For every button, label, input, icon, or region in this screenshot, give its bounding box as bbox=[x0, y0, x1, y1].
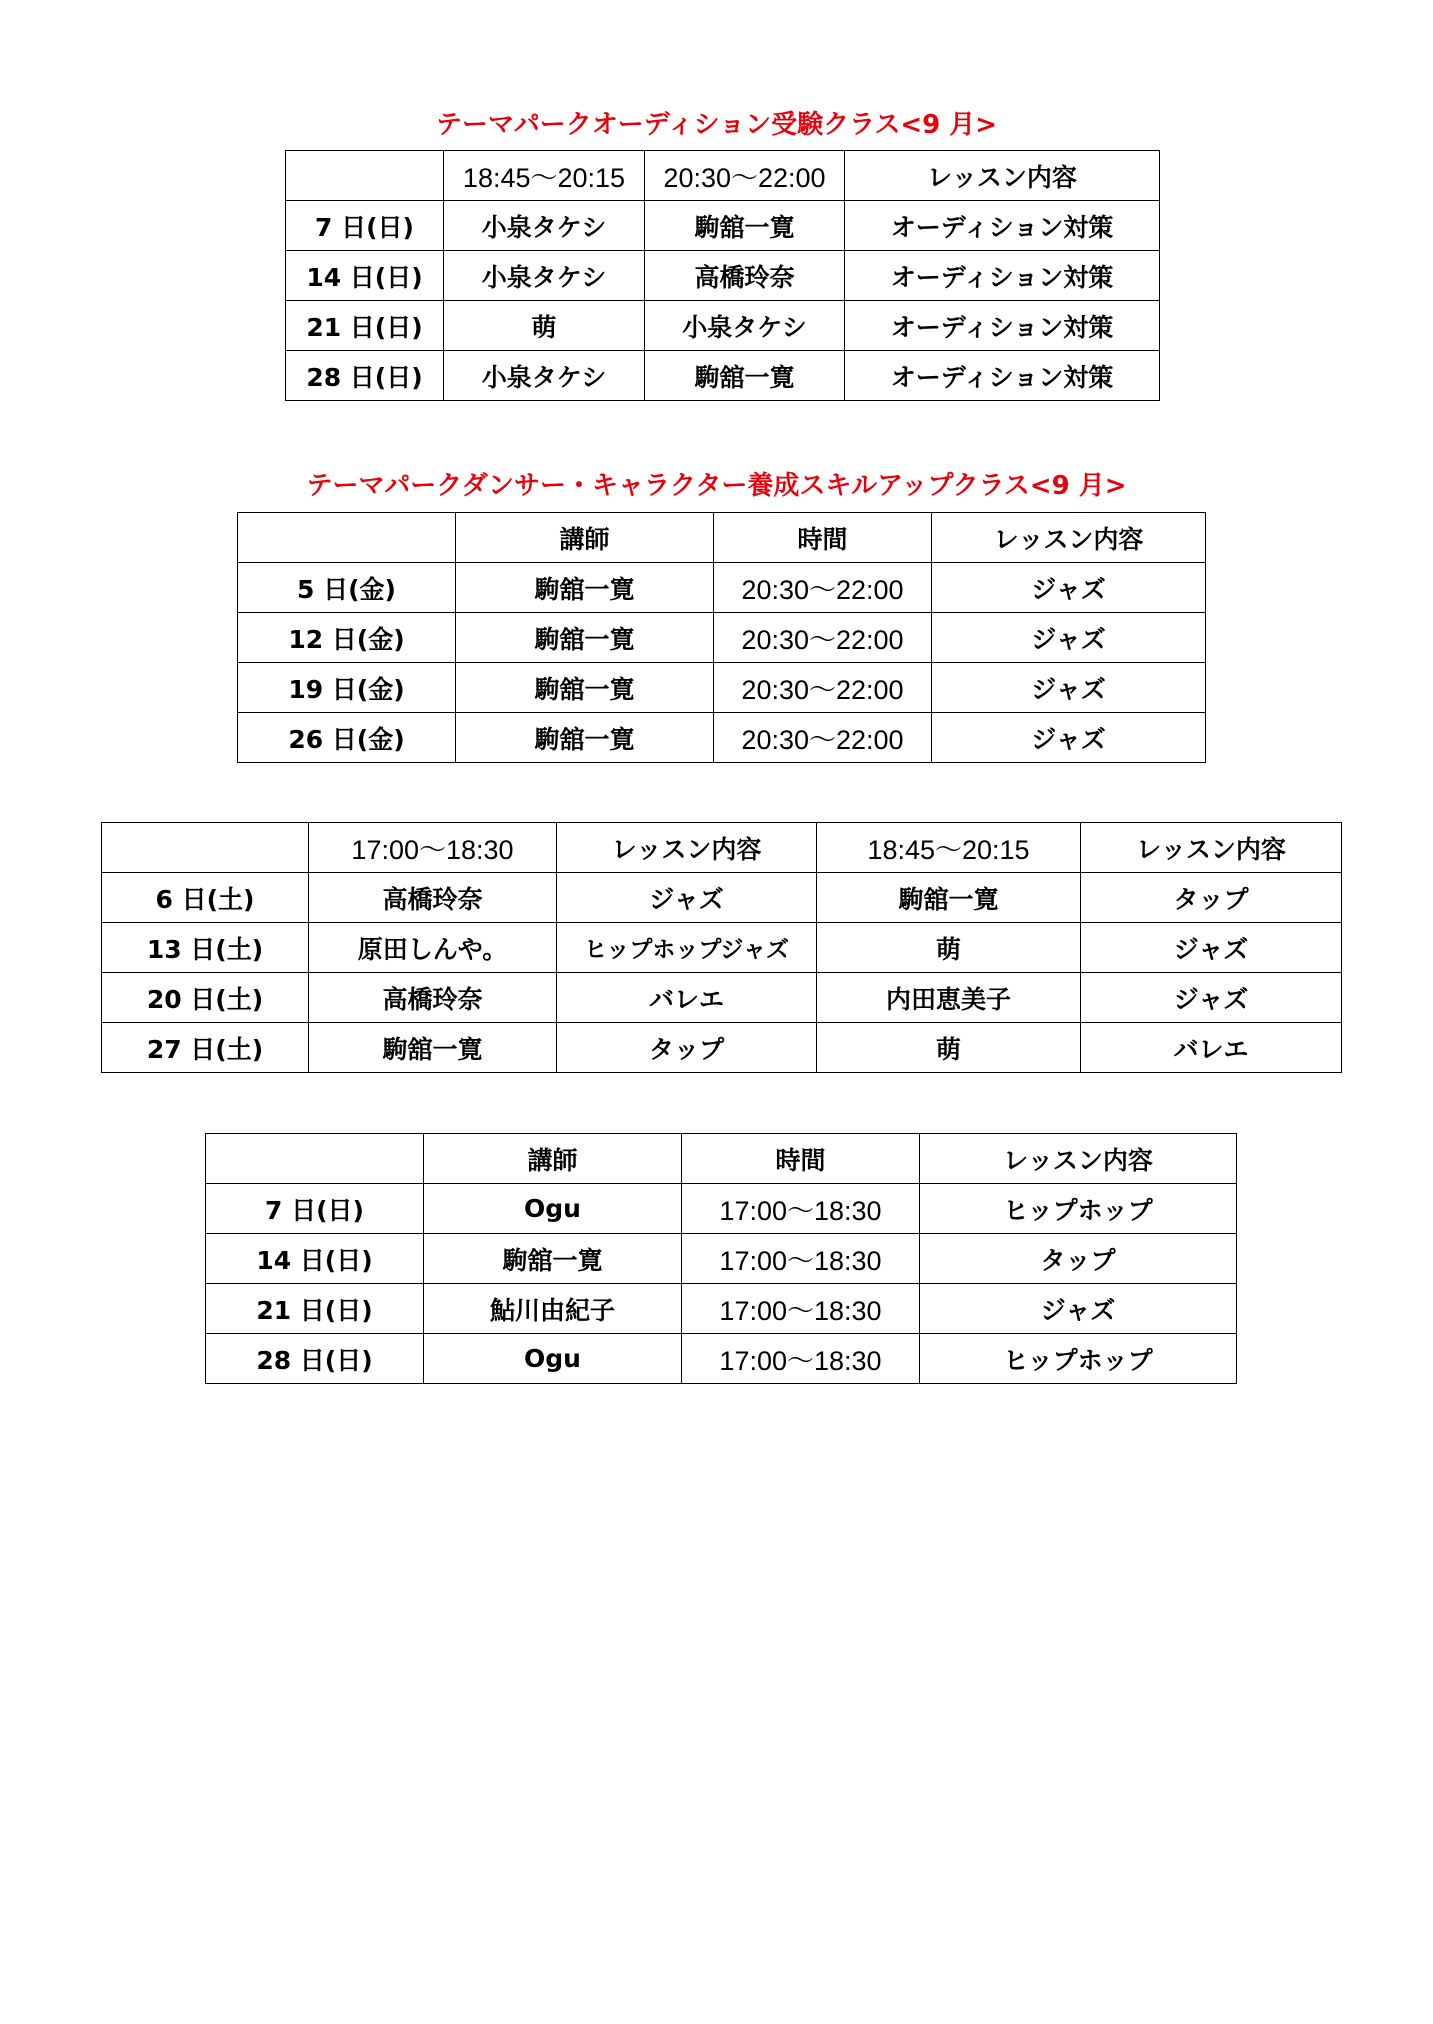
saturday-class-table bbox=[101, 822, 1342, 1073]
time-cell: 17:00～18:30 bbox=[682, 1234, 920, 1284]
lesson-cell: ジャズ bbox=[932, 613, 1206, 663]
time-cell: 17:00～18:30 bbox=[682, 1334, 920, 1384]
sunday-class-table bbox=[205, 1133, 1237, 1384]
instructor-cell: 萌 bbox=[817, 923, 1081, 973]
section2-title: テーマパークダンサー・キャラクター養成スキルアップクラス<9 月> bbox=[306, 471, 1127, 501]
header-cell: レッスン内容 bbox=[932, 513, 1206, 563]
lesson-cell: オーディション対策 bbox=[845, 351, 1160, 401]
table-row bbox=[286, 351, 1160, 401]
header-cell: 18:45～20:15 bbox=[817, 823, 1081, 873]
instructor-cell: Ogu bbox=[424, 1184, 682, 1234]
instructor-cell: 駒舘一寛 bbox=[424, 1234, 682, 1284]
lesson-cell: タップ bbox=[1081, 873, 1342, 923]
date-cell: 12 日(金) bbox=[238, 613, 456, 663]
lesson-cell: ジャズ bbox=[1081, 973, 1342, 1023]
header-cell: レッスン内容 bbox=[557, 823, 817, 873]
instructor-cell: 小泉タケシ bbox=[444, 251, 645, 301]
table-header-row bbox=[286, 151, 1160, 201]
skillup-class-table bbox=[237, 512, 1206, 763]
instructor-cell: 駒舘一寛 bbox=[456, 663, 714, 713]
table-row bbox=[206, 1284, 1237, 1334]
header-cell: レッスン内容 bbox=[845, 151, 1160, 201]
table-row bbox=[238, 663, 1206, 713]
table-row bbox=[206, 1184, 1237, 1234]
date-cell: 28 日(日) bbox=[286, 351, 444, 401]
time-cell: 20:30～22:00 bbox=[714, 613, 932, 663]
date-cell: 28 日(日) bbox=[206, 1334, 424, 1384]
header-cell bbox=[238, 513, 456, 563]
instructor-cell: 高橋玲奈 bbox=[309, 973, 557, 1023]
instructor-cell: 内田恵美子 bbox=[817, 973, 1081, 1023]
header-cell: 18:45～20:15 bbox=[444, 151, 645, 201]
header-cell: 講師 bbox=[456, 513, 714, 563]
audition-class-table bbox=[285, 150, 1160, 401]
instructor-cell: 駒舘一寛 bbox=[645, 201, 845, 251]
instructor-cell: 原田しんや。 bbox=[309, 923, 557, 973]
table-row bbox=[238, 563, 1206, 613]
time-cell: 20:30～22:00 bbox=[714, 663, 932, 713]
lesson-cell: ヒップホップ bbox=[920, 1334, 1237, 1384]
date-cell: 13 日(土) bbox=[102, 923, 309, 973]
instructor-cell: 駒舘一寛 bbox=[456, 613, 714, 663]
lesson-cell: オーディション対策 bbox=[845, 301, 1160, 351]
instructor-cell: 駒舘一寛 bbox=[309, 1023, 557, 1073]
section1-title: テーマパークオーディション受験クラス<9 月> bbox=[435, 110, 998, 140]
lesson-cell: ヒップホップジャズ bbox=[557, 923, 817, 973]
header-cell: 講師 bbox=[424, 1134, 682, 1184]
lesson-cell: ジャズ bbox=[932, 563, 1206, 613]
instructor-cell: 萌 bbox=[817, 1023, 1081, 1073]
table-row bbox=[102, 923, 1342, 973]
lesson-cell: タップ bbox=[557, 1023, 817, 1073]
header-cell: 時間 bbox=[682, 1134, 920, 1184]
lesson-cell: オーディション対策 bbox=[845, 201, 1160, 251]
instructor-cell: 小泉タケシ bbox=[645, 301, 845, 351]
date-cell: 14 日(日) bbox=[286, 251, 444, 301]
instructor-cell: Ogu bbox=[424, 1334, 682, 1384]
table-row bbox=[102, 873, 1342, 923]
lesson-cell: オーディション対策 bbox=[845, 251, 1160, 301]
date-cell: 7 日(日) bbox=[286, 201, 444, 251]
instructor-cell: 駒舘一寛 bbox=[456, 713, 714, 763]
time-cell: 17:00～18:30 bbox=[682, 1184, 920, 1234]
instructor-cell: 高橋玲奈 bbox=[309, 873, 557, 923]
header-cell bbox=[206, 1134, 424, 1184]
lesson-cell: ジャズ bbox=[932, 713, 1206, 763]
table-row bbox=[238, 713, 1206, 763]
table-row bbox=[286, 251, 1160, 301]
table-header-row bbox=[206, 1134, 1237, 1184]
instructor-cell: 鮎川由紀子 bbox=[424, 1284, 682, 1334]
instructor-cell: 高橋玲奈 bbox=[645, 251, 845, 301]
table-row bbox=[206, 1234, 1237, 1284]
lesson-cell: バレエ bbox=[1081, 1023, 1342, 1073]
table-row bbox=[238, 613, 1206, 663]
header-cell: 時間 bbox=[714, 513, 932, 563]
table-row bbox=[102, 973, 1342, 1023]
header-cell: レッスン内容 bbox=[920, 1134, 1237, 1184]
lesson-cell: ジャズ bbox=[932, 663, 1206, 713]
date-cell: 26 日(金) bbox=[238, 713, 456, 763]
date-cell: 14 日(日) bbox=[206, 1234, 424, 1284]
header-cell: 20:30～22:00 bbox=[645, 151, 845, 201]
table-header-row bbox=[238, 513, 1206, 563]
lesson-cell: ジャズ bbox=[1081, 923, 1342, 973]
date-cell: 7 日(日) bbox=[206, 1184, 424, 1234]
header-cell: 17:00～18:30 bbox=[309, 823, 557, 873]
lesson-cell: ジャズ bbox=[920, 1284, 1237, 1334]
instructor-cell: 駒舘一寛 bbox=[456, 563, 714, 613]
date-cell: 19 日(金) bbox=[238, 663, 456, 713]
lesson-cell: ジャズ bbox=[557, 873, 817, 923]
time-cell: 20:30～22:00 bbox=[714, 563, 932, 613]
date-cell: 5 日(金) bbox=[238, 563, 456, 613]
instructor-cell: 小泉タケシ bbox=[444, 201, 645, 251]
table-row bbox=[286, 201, 1160, 251]
header-cell bbox=[102, 823, 309, 873]
lesson-cell: ヒップホップ bbox=[920, 1184, 1237, 1234]
date-cell: 21 日(日) bbox=[206, 1284, 424, 1334]
date-cell: 27 日(土) bbox=[102, 1023, 309, 1073]
instructor-cell: 駒舘一寛 bbox=[817, 873, 1081, 923]
table-row bbox=[286, 301, 1160, 351]
date-cell: 21 日(日) bbox=[286, 301, 444, 351]
instructor-cell: 萌 bbox=[444, 301, 645, 351]
table-row bbox=[206, 1334, 1237, 1384]
instructor-cell: 駒舘一寛 bbox=[645, 351, 845, 401]
lesson-cell: バレエ bbox=[557, 973, 817, 1023]
instructor-cell: 小泉タケシ bbox=[444, 351, 645, 401]
date-cell: 20 日(土) bbox=[102, 973, 309, 1023]
lesson-cell: タップ bbox=[920, 1234, 1237, 1284]
table-header-row bbox=[102, 823, 1342, 873]
date-cell: 6 日(土) bbox=[102, 873, 309, 923]
header-cell: レッスン内容 bbox=[1081, 823, 1342, 873]
time-cell: 17:00～18:30 bbox=[682, 1284, 920, 1334]
header-cell bbox=[286, 151, 444, 201]
time-cell: 20:30～22:00 bbox=[714, 713, 932, 763]
table-row bbox=[102, 1023, 1342, 1073]
